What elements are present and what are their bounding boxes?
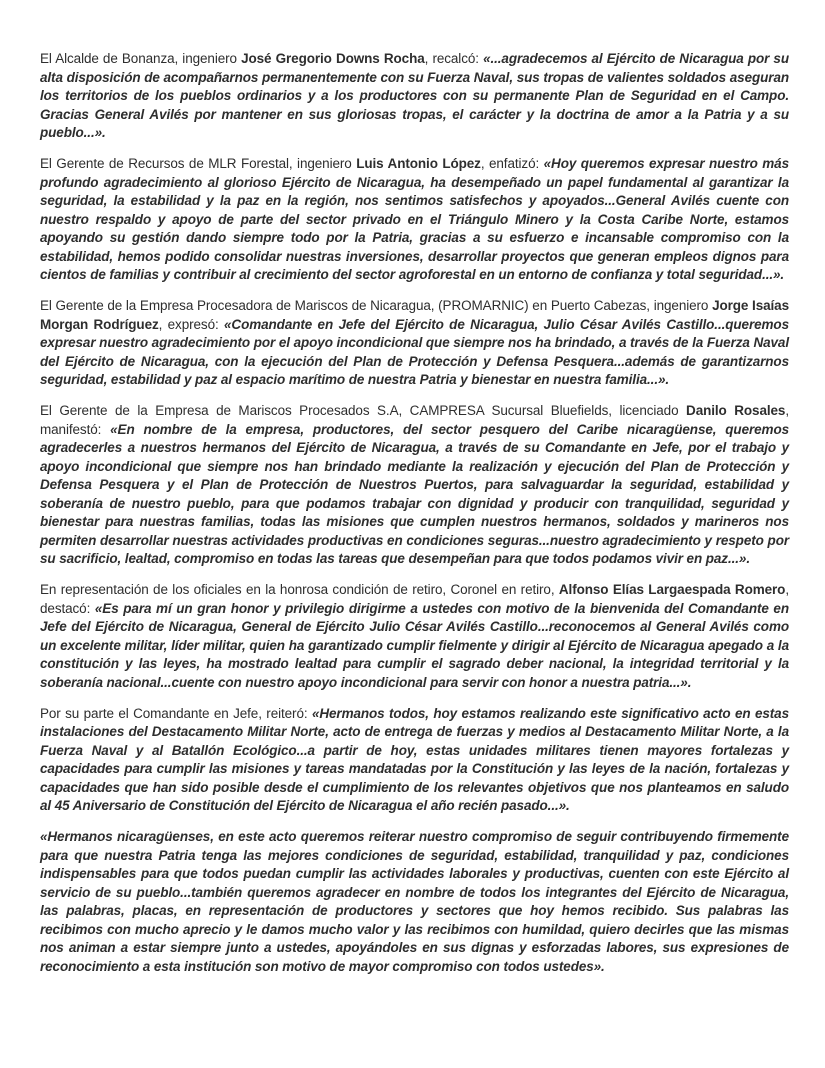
text-run: El Alcalde de Bonanza, ingeniero xyxy=(40,51,242,66)
text-run: , destacó: xyxy=(40,582,789,616)
speaker-name: Jorge Isaías Morgan Rodríguez xyxy=(40,298,789,332)
paragraph xyxy=(40,705,789,816)
quote-text: «Hoy queremos expresar nuestro más profundo agradecimiento al glorioso Ejército de Nicaragua, ha desempeñado un papel fundamental al garantizar la seguridad, la estabilidad y la paz en la región, nos sentimos satisfechos y apoyados...General Avilés cuente con nuestro respaldo y apoyo de parte del sector privado en el Triángulo Minero y la Costa Caribe Norte, estamos apoyando su gestión dando siempre todo por la Patria, gracias a su esfuerzo e incansable compromiso con la estabilidad, hemos podido consolidar nuestras inversiones, desarrollar proyectos que generan empleos dignos para cientos de familias y contribuir al crecimiento del sector agroforestal en un entorno de confianza y total seguridad...». xyxy=(40,156,789,282)
quote-text: «Hermanos nicaragüenses, en este acto queremos reiterar nuestro compromiso de seguir contribuyendo firmemente para que nuestra Patria tenga las mejores condiciones de seguridad, estabilidad, tranquilidad y paz, condiciones indispensables para que todos puedan cumplir las actividades laborales y productivas, cuenten con este Ejército al servicio de su pueblo...también queremos agradecer en nombre de todos los integrantes del Ejército de Nicaragua, las palabras, placas, en representación de productores y sectores que hoy hemos recibido. Sus palabras las recibimos con mucho aprecio y le damos mucho valor y las recibimos con humildad, quiero decirles que las mismas nos animan a estar siempre junto a ustedes, apoyándoles en sus dignas y esforzadas labores, sus expresiones de reconocimiento a esta institución son motivo de mayor compromiso con todos ustedes». xyxy=(40,829,789,974)
quote-text: «Hermanos todos, hoy estamos realizando este significativo acto en estas instalaciones del Destacamento Militar Norte, acto de entrega de fuerzas y medios al Destacamento Militar Norte, a la Fuerza Naval y al Batallón Ecológico...a partir de hoy, estas unidades militares tienen mayores fortalezas y capacidades para cumplir las misiones y tareas mandatadas por la Constitución y las leyes de la nación, fortalezas y capacidades que han sido posible desde el cumplimiento de los relevantes objetivos que nos planteamos en saludo al 45 Aniversario de Constitución del Ejército de Nicaragua el año recién pasado...». xyxy=(40,705,789,813)
speaker-name: José Gregorio Downs Rocha xyxy=(241,51,425,66)
quote-text: «En nombre de la empresa, productores, del sector pesquero del Caribe nicaragüense, queremos agradecerles a nuestros hermanos del Ejército de Nicaragua, a través de su Comandante en Jefe, por el trabajo y apoyo incondicional que siempre nos han brindado mediante la realización y ejecución del Plan de Protección y Defensa Pesquera y el Plan de Protección de Nuestros Puertos, para salvaguardar la seguridad, estabilidad y soberanía de nuestro pueblo, para que podamos trabajar con dignidad y producir con tranquilidad, seguridad y bienestar para nuestras familias, todas las misiones que cumplen nuestros hermanos, soldados y marineros nos permiten desarrollar nuestras actividades productivas en condiciones seguras...nuestro agradecimiento y respeto por su sacrificio, lealtad, compromiso en todas las tareas que desempeñan para que todos podamos vivir en paz...». xyxy=(40,421,789,566)
quote-text: «Comandante en Jefe del Ejército de Nicaragua, Julio César Avilés Castillo...queremos expresar nuestro agradecimiento por el apoyo incondicional que siempre nos ha brindado, a través de la Fuerza Naval del Ejército de Nicaragua, con la ejecución del Plan de Protección y Defensa Pesquera...además de garantizarnos seguridad, estabilidad y paz al espacio marítimo de nuestra Patria y bienestar en nuestra familia...». xyxy=(40,316,789,387)
text-run: , manifestó: xyxy=(40,403,789,437)
paragraph xyxy=(40,828,789,976)
press-release-text xyxy=(40,50,789,976)
text-run: El Gerente de la Empresa Procesadora de Mariscos de Nicaragua, (PROMARNIC) en Puerto Cabezas, ingeniero xyxy=(40,298,713,313)
quote-text: «Es para mí un gran honor y privilegio dirigirme a ustedes con motivo de la bienvenida del Comandante en Jefe del Ejército de Nicaragua, General de Ejército Julio César Avilés Castillo...reconocemos al General Avilés como un excelente militar, líder militar, quien ha garantizado cumplir fielmente y dirigir al Ejército de Nicaragua apegado a la constitución y las leyes, ha mostrado lealtad para cumplir el sagrado deber nacional, la integridad territorial y la soberanía nacional...cuente con nuestro apoyo incondicional para servir con honor a nuestra patria...». xyxy=(40,600,789,690)
text-run: , enfatizó: xyxy=(480,156,544,171)
paragraph xyxy=(40,155,789,285)
paragraph xyxy=(40,581,789,692)
text-run: , expresó: xyxy=(158,316,225,332)
paragraph xyxy=(40,50,789,143)
paragraph xyxy=(40,402,789,569)
text-run: En representación de los oficiales en la honrosa condición de retiro, Coronel en retiro, xyxy=(40,582,559,597)
quote-text: «...agradecemos al Ejército de Nicaragua por su alta disposición de acompañarnos permanentemente con su Fuerza Naval, sus tropas de valientes soldados aseguran los territorios de los pueblos ordinarios y a los productores con su permanente Plan de Seguridad en el Campo. Gracias General Avilés por mantener en sus gloriosas tropas, el carácter y la doctrina de amor a la Patria y a su pueblo...». xyxy=(40,51,789,140)
speaker-name: Alfonso Elías Largaespada Romero xyxy=(558,582,786,597)
text-run: El Gerente de Recursos de MLR Forestal, ingeniero xyxy=(40,156,357,171)
text-run: , recalcó: xyxy=(424,51,484,66)
speaker-name: Danilo Rosales xyxy=(686,403,786,418)
text-run: El Gerente de la Empresa de Mariscos Procesados S.A, CAMPRESA Sucursal Bluefields, licenciado xyxy=(40,403,687,418)
speaker-name: Luis Antonio López xyxy=(356,156,481,171)
text-run: Por su parte el Comandante en Jefe, reiteró: xyxy=(40,705,312,721)
paragraph xyxy=(40,297,789,390)
